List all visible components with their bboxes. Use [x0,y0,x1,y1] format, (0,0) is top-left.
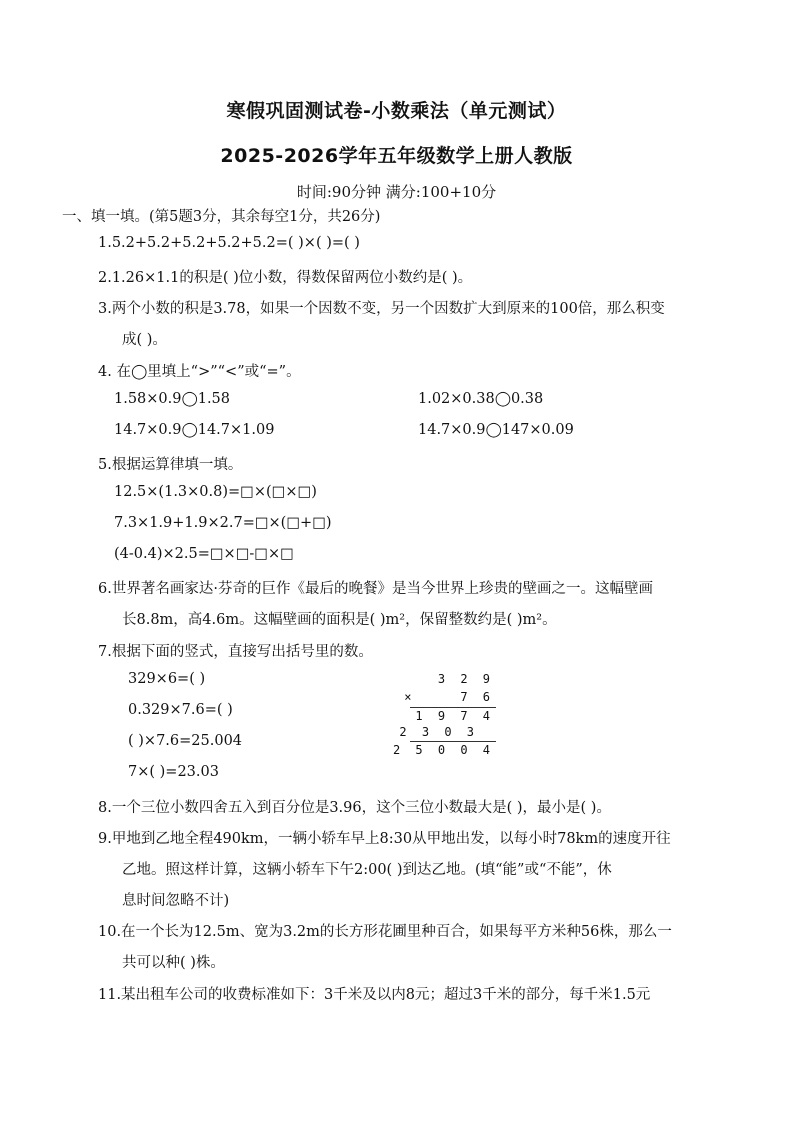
vertical-multiplication [392,672,498,762]
question-7: 7.根据下面的竖式，直接写出括号里的数。 [98,644,373,660]
question-9-line-1: 9.甲地到乙地全程490km，一辆小轿车早上8:30从甲地出发，以每小时78km的速度开往 [98,831,671,847]
vertical-row-4: 2 3 0 3 [399,725,478,739]
question-9-line-2: 乙地。照这样计算，这辆小轿车下午2:00( )到达乙地。(填“能”或“不能”，休 [122,862,612,878]
question-8: 8.一个三位小数四舍五入到百分位是3.96，这个三位小数最大是( )，最小是( )。 [98,800,611,816]
question-3-line-1: 3.两个小数的积是3.78，如果一个因数不变，另一个因数扩大到原来的100倍，那么积变 [98,301,665,317]
question-7-b: 0.329×7.6=( ) [128,702,233,718]
question-7-c: ( )×7.6=25.004 [128,733,243,749]
question-4-a: 1.58×0.9◯1.58 [114,391,231,407]
question-4-c: 14.7×0.9◯14.7×1.09 [114,422,275,438]
exam-title: 寒假巩固测试卷-小数乘法（单元测试） [226,100,567,122]
vertical-divider-1 [410,707,496,708]
vertical-row-2: × 7 6 [404,690,494,704]
question-3-line-2: 成( )。 [122,332,167,348]
exam-subtitle: 2025-2026学年五年级数学上册人教版 [220,145,573,167]
question-1: 1.5.2+5.2+5.2+5.2+5.2=( )×( )=( ) [98,235,360,251]
vertical-row-1: 3 2 9 [437,672,494,686]
question-4-b: 1.02×0.38◯0.38 [418,391,544,407]
question-7-d: 7×( )=23.03 [128,764,219,780]
question-4-d: 14.7×0.9◯147×0.09 [418,422,574,438]
question-10-line-2: 共可以种( )株。 [122,955,225,971]
question-5-a: 12.5×(1.3×0.8)=□×(□×□) [114,484,317,500]
question-9-line-3: 息时间忽略不计) [122,893,230,909]
vertical-row-3: 1 9 7 4 [415,709,494,723]
question-5: 5.根据运算律填一填。 [98,457,243,473]
question-6-line-1: 6.世界著名画家达·芬奇的巨作《最后的晚餐》是当今世界上珍贵的壁画之一。这幅壁画 [98,581,653,597]
vertical-divider-2 [410,741,496,742]
question-4: 4. 在◯里填上“>”“<”或“=”。 [98,364,301,380]
question-5-c: (4-0.4)×2.5=□×□-□×□ [114,546,294,562]
question-2: 2.1.26×1.1的积是( )位小数，得数保留两位小数约是( )。 [98,270,473,286]
vertical-row-5: 2 5 0 0 4 [392,743,494,757]
question-6-line-2: 长8.8m，高4.6m。这幅壁画的面积是( )m²，保留整数约是( )m²。 [122,612,557,628]
section-heading: 一、填一填。(第5题3分，其余每空1分，共26分) [62,209,381,225]
question-11-line-1: 11.某出租车公司的收费标准如下：3千米及以内8元；超过3千米的部分，每千米1.5元 [98,987,651,1003]
question-7-a: 329×6=( ) [128,671,206,687]
question-5-b: 7.3×1.9+1.9×2.7=□×(□+□) [114,515,332,531]
question-10-line-1: 10.在一个长为12.5m、宽为3.2m的长方形花圃里种百合，如果每平方米种56株，那么一 [98,924,672,940]
exam-time-score: 时间:90分钟 满分:100+10分 [296,183,497,201]
